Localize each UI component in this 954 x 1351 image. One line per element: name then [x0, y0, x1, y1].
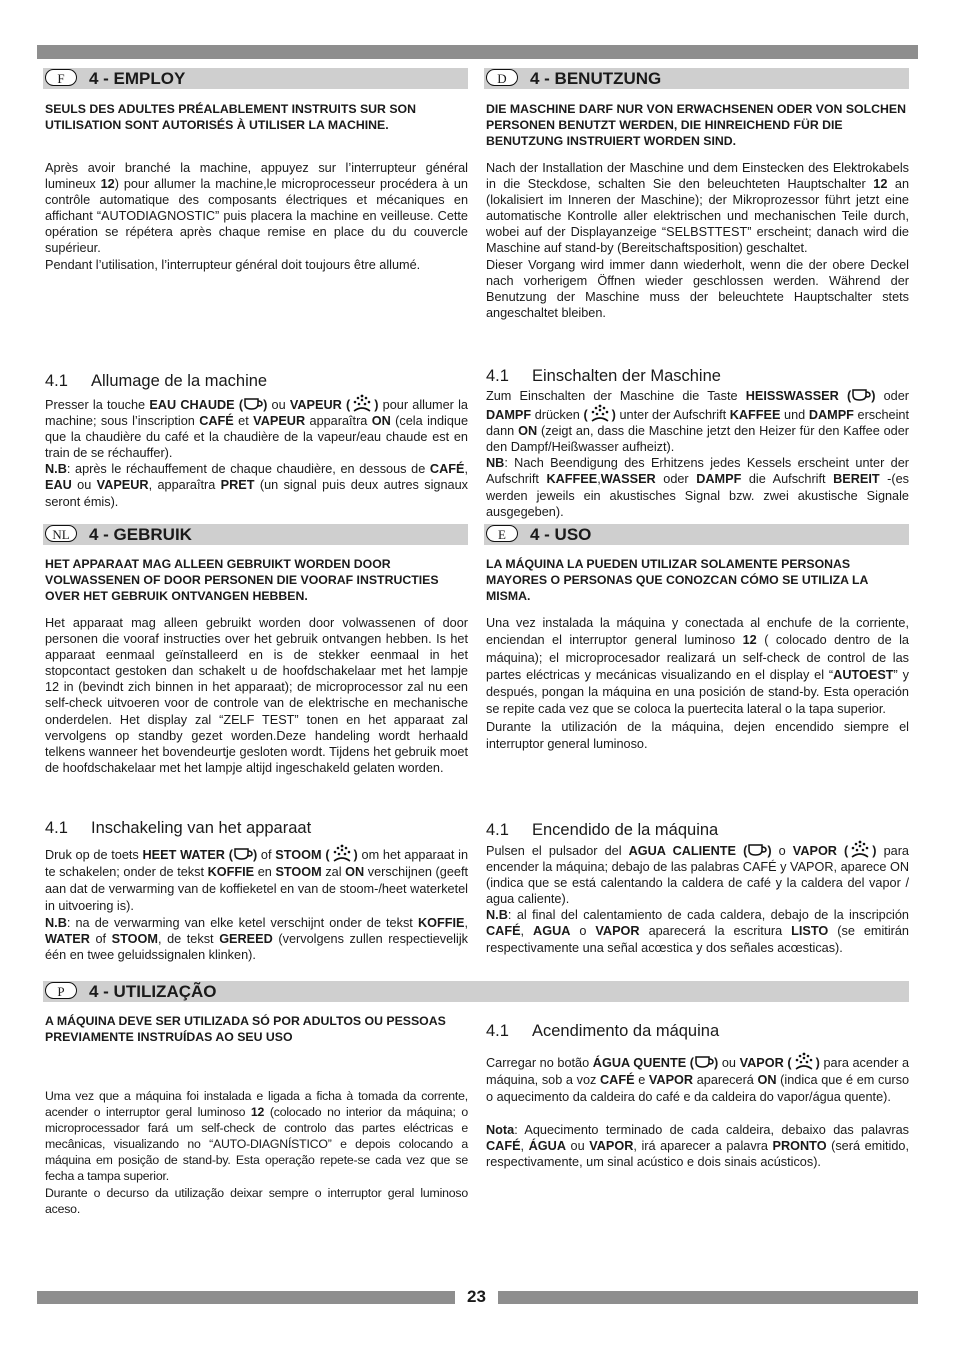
section-spanish	[486, 524, 909, 753]
section-dutch	[45, 524, 468, 776]
language-badge: P	[45, 982, 77, 999]
page-number: 23	[467, 1287, 486, 1306]
subsection-paragraph: Druk op de toets HEET WATER ( ) of STOOM ( ) om het apparaat in te schakelen; onder de tekst KOFFIE en STOOM zal ON verschijnen (geeft aan dat de verwarming van de koffieketel en van de stoom-/heet waterketel in uitvoering is).	[45, 844, 468, 915]
bottom-rule-left	[37, 1291, 455, 1304]
section-title: 4 - UTILIZAÇÃO	[89, 982, 217, 1001]
language-badge: E	[486, 525, 518, 542]
subsection-paragraph: Zum Einschalten der Maschine die Taste HEISSWASSER ( ) oder DAMPF drücken ( ) unter der Aufschrift KAFFEE und DAMPF erscheint dann ON (zeigt an, dass die Maschine jetzt den Heizer für den Kaffee oder den Dampf/Heißwasser aufheizt).	[486, 389, 910, 455]
section-portuguese	[45, 981, 909, 1002]
subsection-heading: 4.1 Allumage de la machine	[45, 372, 268, 390]
section-title: 4 - GEBRUIK	[89, 525, 192, 544]
section-header	[43, 68, 468, 89]
intro-paragraph: Nach der Installation der Maschine und dem Einstecken des Elektrokabels in die Steckdose, schalten Sie den beleuchteten Hauptschalter 12 an (lokalisiert im Inneren der Maschine); der Mikroprozessor führt jetzt eine automatische Kontrolle aller elektrischen und mechanischen Teile durch, wobei auf der Displayanzeige “SELBSTTEST” erscheint; danach wird die Maschine auf stand-by (Bereitschaftsposition) geschaltet.	[486, 161, 910, 256]
section-title: 4 - USO	[530, 525, 592, 544]
section-header	[484, 524, 909, 545]
hot-water-cup-icon	[243, 398, 263, 410]
intro-paragraph-2: Dieser Vorgang wird immer dann wiederholt, wenn die der obere Deckel nach vorherigem Öffnen wieder geschlossen werden. Während der Benutzung der Maschine muss der beleuchtete Hauptschalter stets angeschaltet bleiben.	[486, 257, 909, 320]
section-header	[484, 68, 909, 89]
language-badge: NL	[45, 525, 77, 542]
section-header	[43, 981, 909, 1002]
intro-paragraph-2: Pendant l’utilisation, l’interrupteur général doit toujours être allumé.	[45, 257, 421, 272]
subsection-heading: 4.1 Acendimento da máquina	[486, 1022, 720, 1040]
warning-text: LA MÁQUINA LA PUEDEN UTILIZAR SOLAMENTE PERSONAS MAYORES O PERSONAS QUE CONOZCAN CÓMO SE UTILIZA LA MISMA.	[486, 557, 868, 603]
note-paragraph: N.B: après le réchauffement de chaque chaudière, en dessous de CAFÉ, EAU ou VAPEUR, apparaîtra PRET (un signal puis deux autres signaux seront émis).	[45, 462, 468, 509]
section-french	[45, 68, 468, 273]
hot-water-cup-icon	[233, 848, 253, 860]
language-badge: F	[45, 69, 77, 86]
steam-icon	[588, 404, 612, 422]
subsection-paragraph: Carregar no botão ÁGUA QUENTE ( ) ou VAPOR ( ) para acender a máquina, sob a voz CAFÉ e VAPOR aparecerá ON (indica que é em curso o aquecimento da caldeira do café e da caldeira do vapor/água quente).	[486, 1052, 909, 1106]
subsection-dutch	[45, 818, 468, 963]
intro-paragraph: Après avoir branché la machine, appuyez sur l’interrupteur général lumineux 12) pour allumer la machine,le microprocesseur procédera à un contrôle automatique des composants électriques et mécaniques en affichant “AUTODIAGNOSTIC” puis placera la machine en veilleuse. Cette opération se répétera après chaque remise en place du du couvercle supérieur.	[45, 161, 468, 256]
subsection-portuguese	[486, 1021, 909, 1170]
subsection-paragraph: Pulsen el pulsador del AGUA CALIENTE ( ) o VAPOR ( ) para encender la máquina; debajo de las palabras CAFÉ y VAPOR, aparece ON (indica que se está calentando la caldera de café y la caldera del vapor / agua caliente).	[486, 840, 909, 907]
note-paragraph: N.B: na de verwarming van elke ketel verschijnt onder de tekst KOFFIE, WATER of STOOM, de tekst GEREED (vervolgens zullen respectievelijk één en twee geluidssignalen klinken).	[45, 916, 468, 963]
subsection-heading: 4.1 Einschalten der Maschine	[486, 367, 721, 385]
intro-paragraph: Una vez instalada la máquina y conectada al enchufe de la corriente, enciendan el interruptor general luminoso 12 ( colocado dentro de la máquina); el microprocesador realizará un self-check de control de las partes eléctricas y mecánicas visualizando en el display el “AUTOEST” y después, pongan la máquina en una posición de stand-by. Esta operación se repite cada vez que se coloca la puertecita lateral o la tapa superior.	[486, 616, 909, 717]
subsection-heading: 4.1 Encendido de la máquina	[486, 821, 719, 839]
language-badge: D	[486, 69, 518, 86]
intro-paragraph-2: Durante la utilización de la máquina, dejen encendido siempre el interruptor general luminoso.	[486, 719, 909, 752]
section-title: 4 - BENUTZUNG	[530, 69, 662, 88]
subsection-french	[45, 371, 468, 510]
section-title: 4 - EMPLOY	[89, 69, 186, 88]
top-rule	[37, 45, 918, 59]
intro-paragraph: Uma vez que a máquina foi instalada e ligada a ficha à tomada da corrente, acender o interruptor geral luminoso 12 (colocado no interior da máquina; o microprocessador fará um self-check de controlo das partes eléctricas e mecânicas, visualizando no “AUTO-DIAGNÍSTICO” e depois colocando a máquina em posição de stand-by. Esta operação repete-se cada vez que se fecha a tampa superior.	[45, 1089, 468, 1184]
steam-icon	[848, 840, 872, 858]
bottom-rule-right	[498, 1291, 918, 1304]
section-german	[486, 68, 909, 321]
hot-water-cup-icon	[747, 844, 767, 856]
subsection-spanish	[486, 820, 909, 956]
hot-water-cup-icon	[851, 389, 871, 401]
warning-text: DIE MASCHINE DARF NUR VON ERWACHSENEN ODER VON SOLCHEN PERSONEN BENUTZT WERDEN, DIE HINREICHEND FÜR DIE BENUTZUNG INSTRUIERT WORDEN SIND.	[486, 102, 906, 148]
section-header	[43, 524, 468, 545]
subsection-german	[486, 366, 909, 520]
warning-text: HET APPARAAT MAG ALLEEN GEBRUIKT WORDEN DOOR VOLWASSENEN OF DOOR PERSONEN DIE VOORAF INSTRUCTIES OVER HET GEBRUIK ONTVANGEN HEBBEN.	[45, 557, 439, 603]
steam-icon	[350, 394, 374, 412]
warning-text: A MÁQUINA DEVE SER UTILIZADA SÓ POR ADULTOS OU PESSOAS PREVIAMENTE INSTRUÍDAS AO SEU USO	[45, 1014, 446, 1044]
intro-paragraph-2: Durante o decurso da utilização deixar sempre o interruptor geral luminoso aceso.	[45, 1185, 468, 1216]
hot-water-cup-icon	[694, 1056, 714, 1068]
subsection-heading: 4.1 Inschakeling van het apparaat	[45, 819, 312, 837]
warning-text: SEULS DES ADULTES PRÉALABLEMENT INSTRUITS SUR SON UTILISATION SONT AUTORISÉS À UTILISER LA MACHINE.	[45, 102, 416, 132]
steam-icon	[792, 1052, 816, 1070]
portuguese-left-column	[45, 1013, 468, 1217]
note-paragraph: N.B: al final del calentamiento de cada caldera, debajo de la inscripción CAFÉ, AGUA o VAPOR aparecerá la escritura LISTO (se emitirán respectivamente una señal acœstica y dos señales acœsticas).	[486, 908, 909, 955]
steam-icon	[330, 844, 354, 862]
note-paragraph: NB: Nach Beendigung des Erhitzens jedes Kessels erscheint unter der Aufschrift KAFFEE,WASSER oder DAMPF die Aufschrift BEREIT -(es werden jeweils ein akustisches Signal bzw. zwei akustische Signale ausgegeben).	[486, 456, 910, 519]
subsection-paragraph: Presser la touche EAU CHAUDE ( ) ou VAPEUR ( ) pour allumer la machine; sous l’inscription CAFÉ et VAPEUR apparaîtra ON (cela indique que la chaudière du café et la chaudière de la vapeur/eau chaude est en train de se réchauffer).	[45, 394, 468, 461]
note-paragraph: Nota: Aquecimento terminado de cada caldeira, debaixo das palavras CAFÉ, ÁGUA ou VAPOR, irá aparecer a palavra PRONTO (será emitido, respectivamente, um sinal acústico e dois sinais acústicos).	[486, 1123, 909, 1170]
intro-paragraph: Het apparaat mag alleen gebruikt worden door volwassenen of door personen die vooraf instructies over het gebruik ontvangen hebben. Is het apparaat eenmaal geïnstalleerd en is de stekker eenmaal in het stopcontact gestoken dan schakelt u de hoofdschakelaar met het lampje 12 in (bevindt zich binnen in het apparaat); de microprocessor zal nu een self-check uitvoeren voor de controle van de elektrische en mechanische onderdelen. Het display zal “ZELF TEST” tonen en het apparaat zal vervolgens op standby gezet worden.Deze handeling wordt herhaald telkens wanneer het bovendeurtje gesloten wordt. Tijdens het gebruik moet de hoofdschakelaar met het lampje altijd ingeschakeld gelaten worden.	[45, 616, 468, 775]
